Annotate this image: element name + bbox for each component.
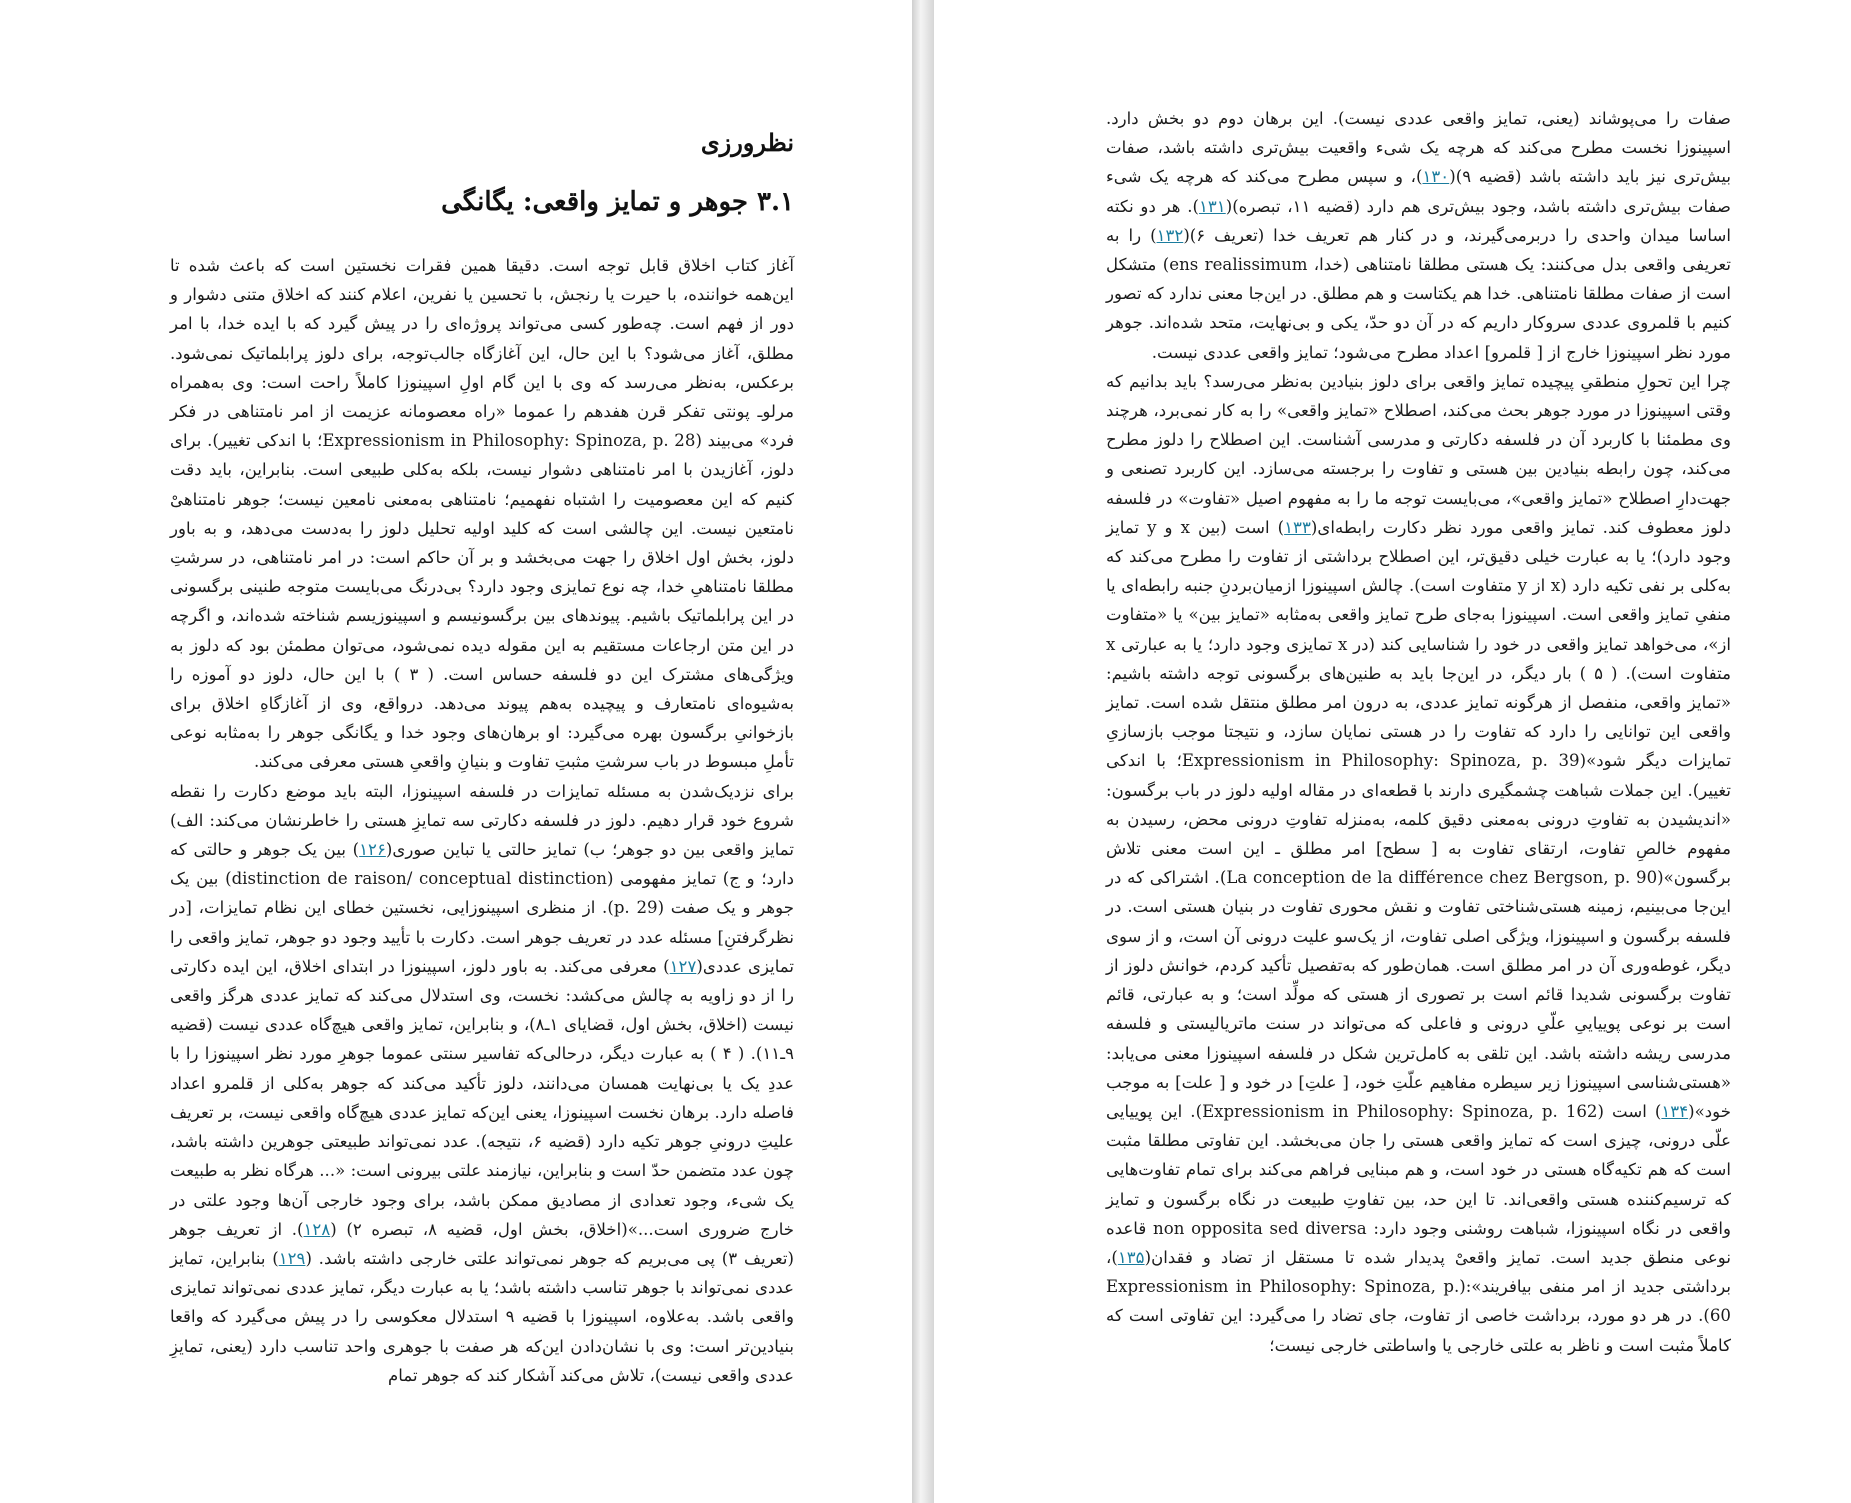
footnote-link[interactable]: ۱۳۲ (1156, 225, 1184, 245)
right-page-body (1106, 104, 1731, 1360)
paragraph: صفات را می‌پوشاند (یعنی، تمایز واقعی عددی نیست). این برهان دوم دو بخش دارد. اسپینوزا نخست مطرح می‌کند که هرچه یک شیء واقعیت بیش‌تری داشته باشد، صفات بیش‌تری نیز باید داشته باشد (قضیه ۹)(۱۳۰)، و سپس مطرح می‌کند که هرچه یک شیء صفات بیش‌تری داشته باشد، وجود بیش‌تری هم دارد (قضیه ۱۱، تبصره)(۱۳۱). هر دو نکته اساسا میدان واحدی را دربرمی‌گیرند، و در کنار هم تعریف خدا (تعریف ۶)(۱۳۲) را به تعریفی واقعی بدل می‌کنند: یک هستی مطلقا نامتناهی (خدا، ens realissimum) متشکل است از صفات مطلقا نامتناهی. خدا هم یکتاست و هم مطلق. در این‌جا معنی ندارد که تصور کنیم با قلمروی عددی سروکار داریم که در آن دو حدّ، یکی و بی‌نهایت، متحد شده‌اند. جوهر مورد نظر اسپینوزا خارج از [ قلمرو] اعداد مطرح می‌شود؛ تمایز واقعی عددی نیست. (1106, 109, 1732, 362)
paragraph: آغاز کتاب اخلاق قابل توجه است. دقیقا همین فقرات نخستین است که باعث شده تا این‌همه خواننده، با حیرت یا رنجش، با تحسین یا نفرین، اعلام کنند که اخلاق متنی دشوار و دور از فهم است. چه‌طور کسی می‌تواند پروژه‌ای را در پیش گیرد که با ایده خدا، با امر مطلق، آغاز می‌شود؟ با این حال، این آغازگاه جالب‌توجه، برای دلوز پرابلماتیک نمی‌شود. برعکس، به‌نظر می‌رسد که وی با این گام اولِ اسپینوزا کاملاً راحت است: وی به‌همراه مرلو‌ـ پونتی تفکر قرن هفدهم را عموما «راه معصومانه عزیمت از امر نامتناهی در فکر فرد» می‌بیند (Expressionism in Philosophy: Spinoza, p. 28؛ با اندکی تغییر). برای دلوز، آغازیدن با امر نامتناهی دشوار نیست، بلکه به‌کلی طبیعی است. بنابراین، باید دقت کنیم که این معصومیت را اشتباه نفهمیم؛ نامتناهی به‌معنی نامعین نیست؛ جوهر نامتناهیْ نامتعین نیست. این چالشی است که کلید اولیه تحلیل دلوز را به‌دست می‌دهد، و به باور دلوز، بخش اول اخلاق را جهت می‌بخشد و بر آن حاکم است: در امر نامتناهی، در سرشتِ مطلقا نامتناهیِ خدا، چه نوع تمایزی وجود دارد؟ بی‌درنگ می‌بایست متوجه طنینی برگسونی در این پرابلماتیک باشیم. پیوندهای بین برگسونیسم و اسپینوزیسم شناخته شده‌اند، و اگرچه در این متن ارجاعات مستقیم به این مقوله دیده نمی‌شود، می‌توان مطمئن بود که دلوز به ویژگی‌های مشترک این دو فلسفه حساس است. ( ۳ ) با این حال، دلوز دو آموزه را به‌شیوه‌ای نامتعارف و پیچیده به‌هم پیوند می‌دهد. درواقع، وی از آغازگاهِ اخلاق برای بازخوانیِ برگسون بهره می‌گیرد: او برهان‌های وجود خدا و یگانگی جوهر را به‌مثابه نوعی تأملِ مبسوط در باب سرشتِ مثبتِ تفاوت و بنیانِ واقعیِ هستی معرفی می‌کند. (170, 256, 795, 772)
footnote-link[interactable]: ۱۲۸ (303, 1219, 331, 1239)
footnote-link[interactable]: ۱۳۳ (1284, 517, 1311, 537)
left-page-body (170, 251, 794, 1390)
footnote-link[interactable]: ۱۳۰ (1422, 167, 1450, 187)
right-page (934, 0, 1851, 1503)
footnote-link[interactable]: ۱۳۵ (1117, 1247, 1145, 1267)
left-page (0, 0, 912, 1503)
paragraph: چرا این تحولِ منطقیِ پیچیده تمایز واقعی برای دلوز بنیادین به‌نظر می‌رسد؟ باید بدانیم که وقتی اسپینوزا در مورد جوهر بحث می‌کند، اصطلاح «تمایز واقعی» را به کار نمی‌برد، هرچند وی مطمئنا با کاربرد آن در فلسفه دکارتی و مدرسی آشناست. این اصطلاح را دلوز مطرح می‌کند، چون رابطه بنیادین بین هستی و تفاوت را برجسته می‌سازد. این کاربرد تصنعی و جهت‌دارِ اصطلاح «تمایز واقعی»، می‌بایست توجه ما را به مفهوم اصیل «تفاوت» در فلسفه دلوز معطوف کند. تمایز واقعی مورد نظر دکارت رابطه‌ای(۱۳۳) است (بین x و y تمایز وجود دارد)؛ یا به عبارت خیلی دقیق‌تر، این اصطلاح برداشتی از تفاوت را مطرح می‌کند که به‌کلی بر نفی تکیه دارد (x از y متفاوت است). چالش اسپینوزا ازمیان‌بردنِ جنبه رابطه‌ای یا منفیِ تمایز واقعی است. اسپینوزا به‌جای طرح تمایز واقعی به‌مثابه «تمایز بین» یا «متفاوت از»، می‌خواهد تمایز واقعی در خود را شناسایی کند (در x تمایزی وجود دارد؛ یا به عبارتی x متفاوت است). ( ۵ ) بار دیگر، در این‌جا باید به طنین‌های برگسونی توجه داشته باشیم: «تمایز واقعی، منفصل از هرگونه تمایز عددی، به درون امر مطلق منتقل شده است. تمایز واقعی این توانایی را دارد که تفاوت را در هستی نمایان سازد، و نتیجتا موجب بازسازیِ تمایزات دیگر شود»(Expressionism in Philosophy: Spinoza, p. 39؛ با اندکی تغییر). این جملات شباهت چشمگیری دارند با قطعه‌ای در مقاله اولیه دلوز در باب برگسون: «اندیشیدن به تفاوتِ درونی به‌معنی دقیق کلمه، به‌منزله تفاوتِ درونی محض، رسیدن به مفهوم خالصِ تفاوت، ارتقای تفاوت به [ سطح] امر مطلق ـ این است معنی تلاش برگسون»(La conception de la différence chez Bergson, p. 90). اشتراکی که در این‌جا می‌بینیم، زمینه هستی‌شناختی تفاوت و نقش محوری تفاوت در بنیان هستی است. در فلسفه برگسون و اسپینوزا، ویژگی اصلی تفاوت، از یک‌سو علیت درونی آن است، و از سوی دیگر، غوطه‌وری آن در امر مطلق است. همان‌طور که به‌تفصیل تأکید کردم، خوانش دلوز از تفاوت برگسونی شدیدا قائم است بر تصوری از هستی که مولِّد است؛ و به عبارتی، قائم است بر نوعی پوییاییِ علّیِ درونی و فاعلی که می‌تواند در سنت ماتریالیستی و فلسفه مدرسی ریشه داشته باشد. این تلقی به کامل‌ترین شکل در فلسفه اسپینوزا معنی می‌یابد: «هستی‌شناسی اسپینوزا زیر سیطره مفاهیم علّتِ خود، [ علتِ] در خود و [ علت] به موجب خود»(۱۳۴) است (Expressionism in Philosophy: Spinoza, p. 162). این پوییایی علّی درونی، چیزی است که تمایز واقعی هستی را جان می‌بخشد. این تفاوتی مطلقا مثبت است که هم تکیه‌گاه هستی در خود است، و هم مبنایی فراهم می‌کند برای تمام تفاوت‌هایی که ترسیم‌کننده هستی واقعی‌اند. تا این حد، بین تفاوتِ طبیعت در نگاه برگسون و تمایز واقعی در نگاه اسپینوزا، شباهت روشنی وجود دارد: non opposita sed diversa قاعده نوعی منطق جدید است. تمایز واقعیْ پدیدار شده تا مستقل از تضاد و فقدان(۱۳۵)، برداشتی جدید از امر منفی بیافریند»:(Expressionism in Philosophy: Spinoza, p. 60). در هر دو مورد، برداشت خاصی از تفاوت، جای تضاد را می‌گیرد: این تفاوتی است که کاملاً مثبت است و ناظر به علتی خارجی یا واساطتی خارجی نیست؛ (1106, 371, 1732, 1355)
footnote-link[interactable]: ۱۳۱ (1198, 196, 1226, 216)
section-title: ۳.۱ جوهر و تمایز واقعی: یگانگی (441, 187, 794, 217)
footnote-link[interactable]: ۱۳۴ (1661, 1101, 1689, 1121)
chapter-title: نظرورزی (700, 128, 794, 157)
paragraph: برای نزدیک‌شدن به مسئله تمایزات در فلسفه اسپینوزا، البته باید موضع دکارت را نقطه شروع خود قرار دهیم. دلوز در فلسفه دکارتی سه تمایزِ هستی را خاطرنشان می‌کند: الف) تمایز واقعی بین دو جوهر؛ ب) تمایز حالتی یا تباین صوری(۱۲۶) بین یک جوهر و حالتی که دارد؛ و ج) تمایز مفهومی (distinction de raison/ conceptual distinction) بین یک جوهر و یک صفت (p. 29). از منظری اسپینوزایی، نخستین خطای این نظام تمایزات، [در نظرگرفتنِ] مسئله عدد در تعریف جوهر است. دکارت با تأیید وجود دو جوهر، تمایز واقعی را تمایزی عددی(۱۲۷) معرفی می‌کند. به باور دلوز، اسپینوزا در ابتدای اخلاق، این ایده دکارتی را از دو زاویه به چالش می‌کشد: نخست، وی استدلال می‌کند که تمایز عددی هرگز واقعی نیست (اخلاق، بخش اول، قضایای ۱ـ۸)، و بنابراین، تمایز واقعی هیچ‌گاه عددی نیست (قضیه ۹ـ۱۱). ( ۴ ) به عبارت دیگر، درحالی‌که تفاسیر سنتی عموما جوهرِ مورد نظر اسپینوزا را با عددِ یک یا بی‌نهایت همسان می‌دانند، دلوز تأکید می‌کند که جوهر به‌کلی از قلمرو اعداد فاصله دارد. برهان نخست اسپینوزا، یعنی این‌که تمایز عددی هیچ‌گاه واقعی نیست، بر تعریف علیتِ درونیِ جوهر تکیه دارد (قضیه ۶، نتیجه). عدد نمی‌تواند طبیعتی جوهرین داشته باشد، چون عدد متضمن حدّ است و بنابراین، نیازمند علتی بیرونی است: «... هرگاه نظر به طبیعت یک شیء، وجود تعدادی از مصادیق ممکن باشد، برای وجود خارجی آن‌ها وجود علتی در خارج ضروری است...»(اخلاق، بخش اول، قضیه ۸، تبصره ۲) (۱۲۸). از تعریف جوهر (تعریف ۳) پی می‌بریم که جوهر نمی‌تواند علتی خارجی داشته باشد. (۱۲۹) بنابراین، تمایز عددی نمی‌تواند با جوهر تناسب داشته باشد؛ یا به عبارت دیگر، تمایز عددی نمی‌تواند تمایزی واقعی باشد. به‌علاوه، اسپینوزا با قضیه ۹ استدلال معکوسی را در پیش می‌گیرد که واقعا بنیادین‌تر است: وی با نشان‌دادن این‌که هر صفت با جوهری واحد تناسب دارد (یعنی، تمایزِ عددی واقعی نیست)، تلاش می‌کند آشکار کند که جوهر تمام (170, 781, 795, 1385)
footnote-link[interactable]: ۱۲۷ (669, 956, 697, 976)
footnote-link[interactable]: ۱۲۶ (359, 840, 386, 860)
page-gutter (912, 0, 934, 1503)
footnote-link[interactable]: ۱۲۹ (278, 1248, 306, 1268)
